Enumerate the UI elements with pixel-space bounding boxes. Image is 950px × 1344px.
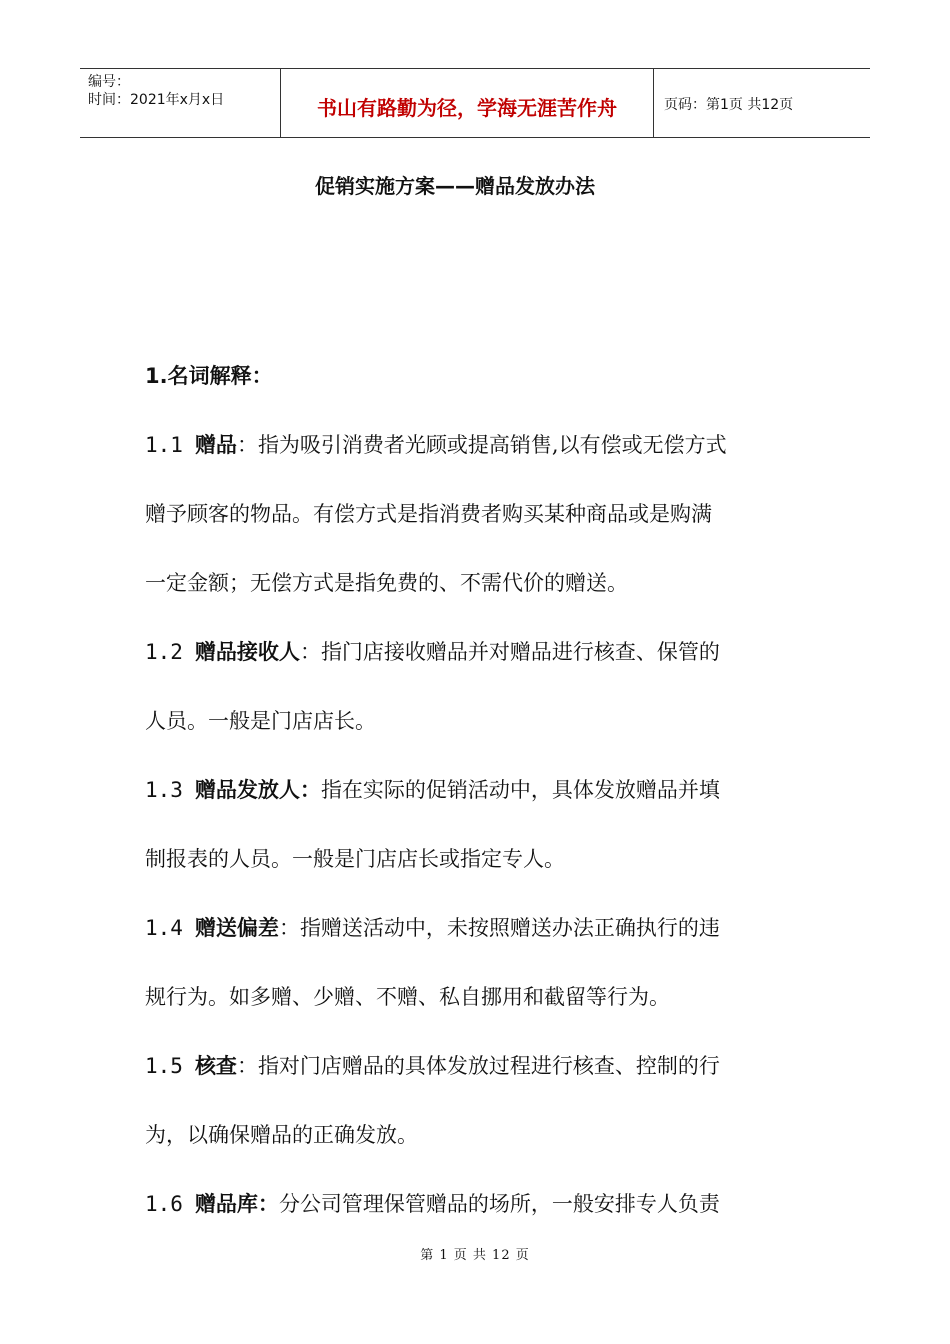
header-page-info: 页码：第1页 共12页 [664, 97, 794, 113]
page-footer: 第 1 页 共 12 页 [420, 1248, 530, 1263]
definition-1-1-line-2: 赠予顾客的物品。有偿方式是指消费者购买某种商品或是购满 [145, 502, 712, 526]
definition-1-3-line-2: 制报表的人员。一般是门店店长或指定专人。 [145, 847, 565, 871]
definition-number: 1.6 [145, 1192, 183, 1216]
definition-number: 1.5 [145, 1054, 183, 1078]
definition-punct: ： [299, 640, 321, 664]
time-label: 时间：2021年x月x日 [88, 92, 225, 108]
definition-text: 指在实际的促销活动中，具体发放赠品并填 [320, 778, 720, 802]
definition-1-2-line-1 [145, 632, 825, 701]
definition-text: 指为吸引消费者光顾或提高销售,以有偿或无偿方式 [257, 433, 727, 457]
definition-term: 赠品 [194, 433, 237, 457]
document-title: 促销实施方案——赠品发放办法 [315, 174, 595, 198]
header-table [80, 68, 870, 138]
definition-1-6-line-1 [145, 1184, 825, 1253]
definition-text: 指对门店赠品的具体发放过程进行核查、控制的行 [257, 1054, 720, 1078]
document-body [145, 356, 825, 1253]
definition-1-2-line-2: 人员。一般是门店店长。 [145, 709, 376, 733]
definition-text: 指赠送活动中，未按照赠送办法正确执行的违 [299, 916, 720, 940]
definition-number: 1.3 [145, 778, 183, 802]
section-heading: 1.名词解释： [145, 364, 273, 388]
definition-punct: ： [236, 1054, 258, 1078]
definition-1-5-line-2: 为，以确保赠品的正确发放。 [145, 1123, 418, 1147]
definition-1-1-line-1 [145, 425, 825, 494]
definition-number: 1.4 [145, 916, 183, 940]
definition-term: 赠品库： [194, 1192, 279, 1216]
definition-1-3-line-1 [145, 770, 825, 839]
header-meta-cell [80, 69, 281, 137]
definition-punct: ： [278, 916, 300, 940]
definition-text: 指门店接收赠品并对赠品进行核查、保管的 [320, 640, 720, 664]
header-motto: 书山有路勤为径，学海无涯苦作舟 [281, 69, 654, 137]
serial-label: 编号： [88, 74, 130, 90]
definition-1-5-line-1 [145, 1046, 825, 1115]
definition-1-1-line-3: 一定金额；无偿方式是指免费的、不需代价的赠送。 [145, 571, 628, 595]
definition-1-4-line-1 [145, 908, 825, 977]
definition-term: 赠品发放人： [194, 778, 321, 802]
definition-term: 赠送偏差 [194, 916, 279, 940]
definition-number: 1.1 [145, 433, 183, 457]
definition-term: 核查 [194, 1054, 237, 1078]
definition-number: 1.2 [145, 640, 183, 664]
definition-punct: ： [236, 433, 258, 457]
definition-1-4-line-2: 规行为。如多赠、少赠、不赠、私自挪用和截留等行为。 [145, 985, 670, 1009]
definition-term: 赠品接收人 [194, 640, 300, 664]
definition-text: 分公司管理保管赠品的场所，一般安排专人负责 [278, 1192, 720, 1216]
